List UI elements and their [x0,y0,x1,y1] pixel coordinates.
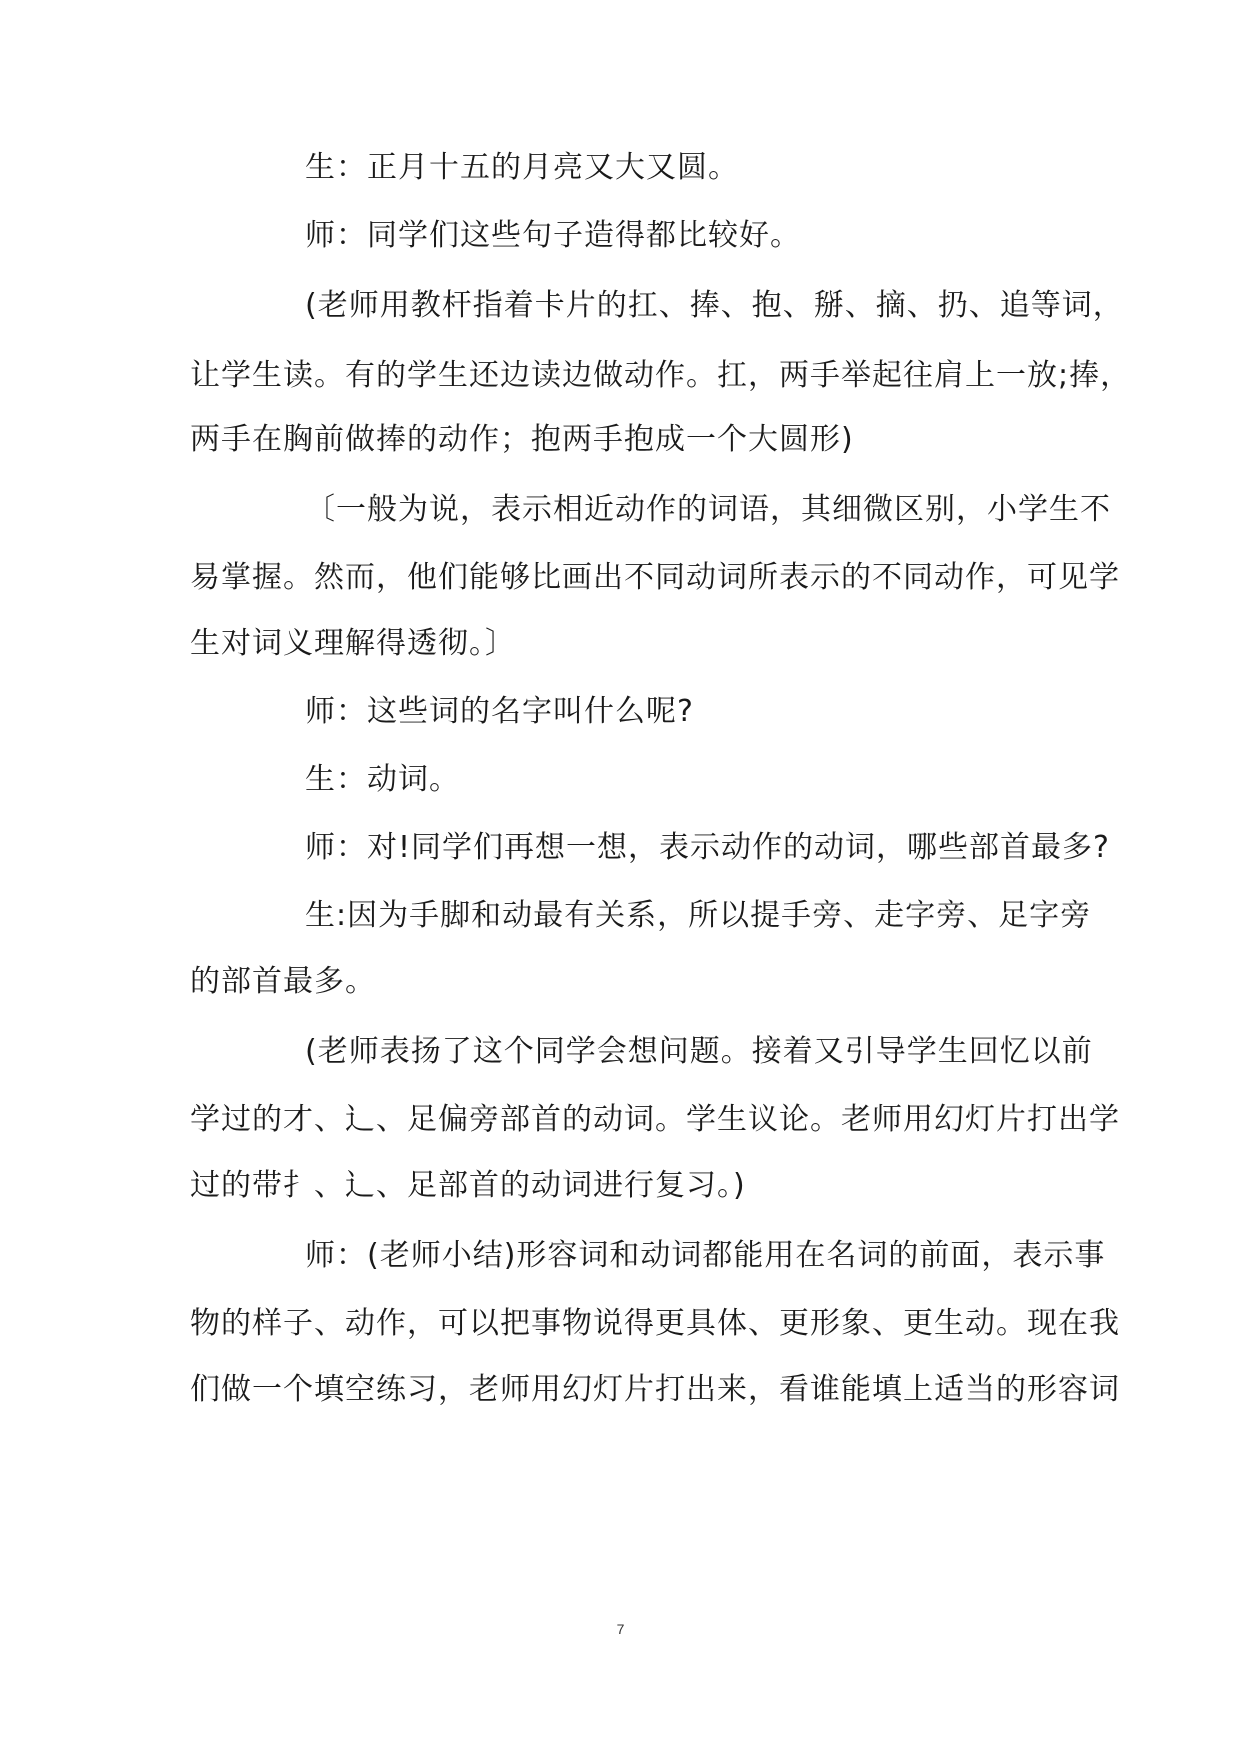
text-line: 师：这些词的名字叫什么呢? [305,694,694,729]
text-line: 生：正月十五的月亮又大又圆。 [305,150,739,185]
text-line: 师：同学们这些句子造得都比较好。 [305,218,801,253]
text-line: (老师表扬了这个同学会想问题。接着又引导学生回忆以前 [305,1034,1093,1069]
text-line: 学过的才、辶、足偏旁部首的动词。学生议论。老师用幻灯片打出学 [190,1102,1120,1137]
text-line: 生对词义理解得透彻。〕 [190,626,516,661]
text-line: (老师用教杆指着卡片的扛、捧、抱、掰、摘、扔、追等词， [305,288,1124,323]
text-line: 师：(老师小结)形容词和动词都能用在名词的前面，表示事 [305,1238,1106,1273]
text-line: 让学生读。有的学生还边读边做动作。扛，两手举起往肩上一放;捧， [190,358,1132,393]
text-line: 易掌握。然而，他们能够比画出不同动词所表示的不同动作，可见学 [190,560,1120,595]
text-line: 们做一个填空练习，老师用幻灯片打出来，看谁能填上适当的形容词 [190,1372,1120,1407]
text-line: 两手在胸前做捧的动作；抱两手抱成一个大圆形) [190,422,854,457]
page-number: 7 [616,1621,625,1637]
text-line: 师：对!同学们再想一想，表示动作的动词，哪些部首最多? [305,830,1110,865]
text-line: 生:因为手脚和动最有关系，所以提手旁、走字旁、足字旁 [305,898,1092,933]
text-line: 的部首最多。 [190,964,376,999]
text-line: 过的带扌、辶、足部首的动词进行复习。) [190,1168,746,1203]
text-line: 物的样子、动作，可以把事物说得更具体、更形象、更生动。现在我 [190,1306,1120,1341]
text-line: 〔一般为说，表示相近动作的词语，其细微区别，小学生不 [305,492,1111,527]
text-line: 生：动词。 [305,762,460,797]
